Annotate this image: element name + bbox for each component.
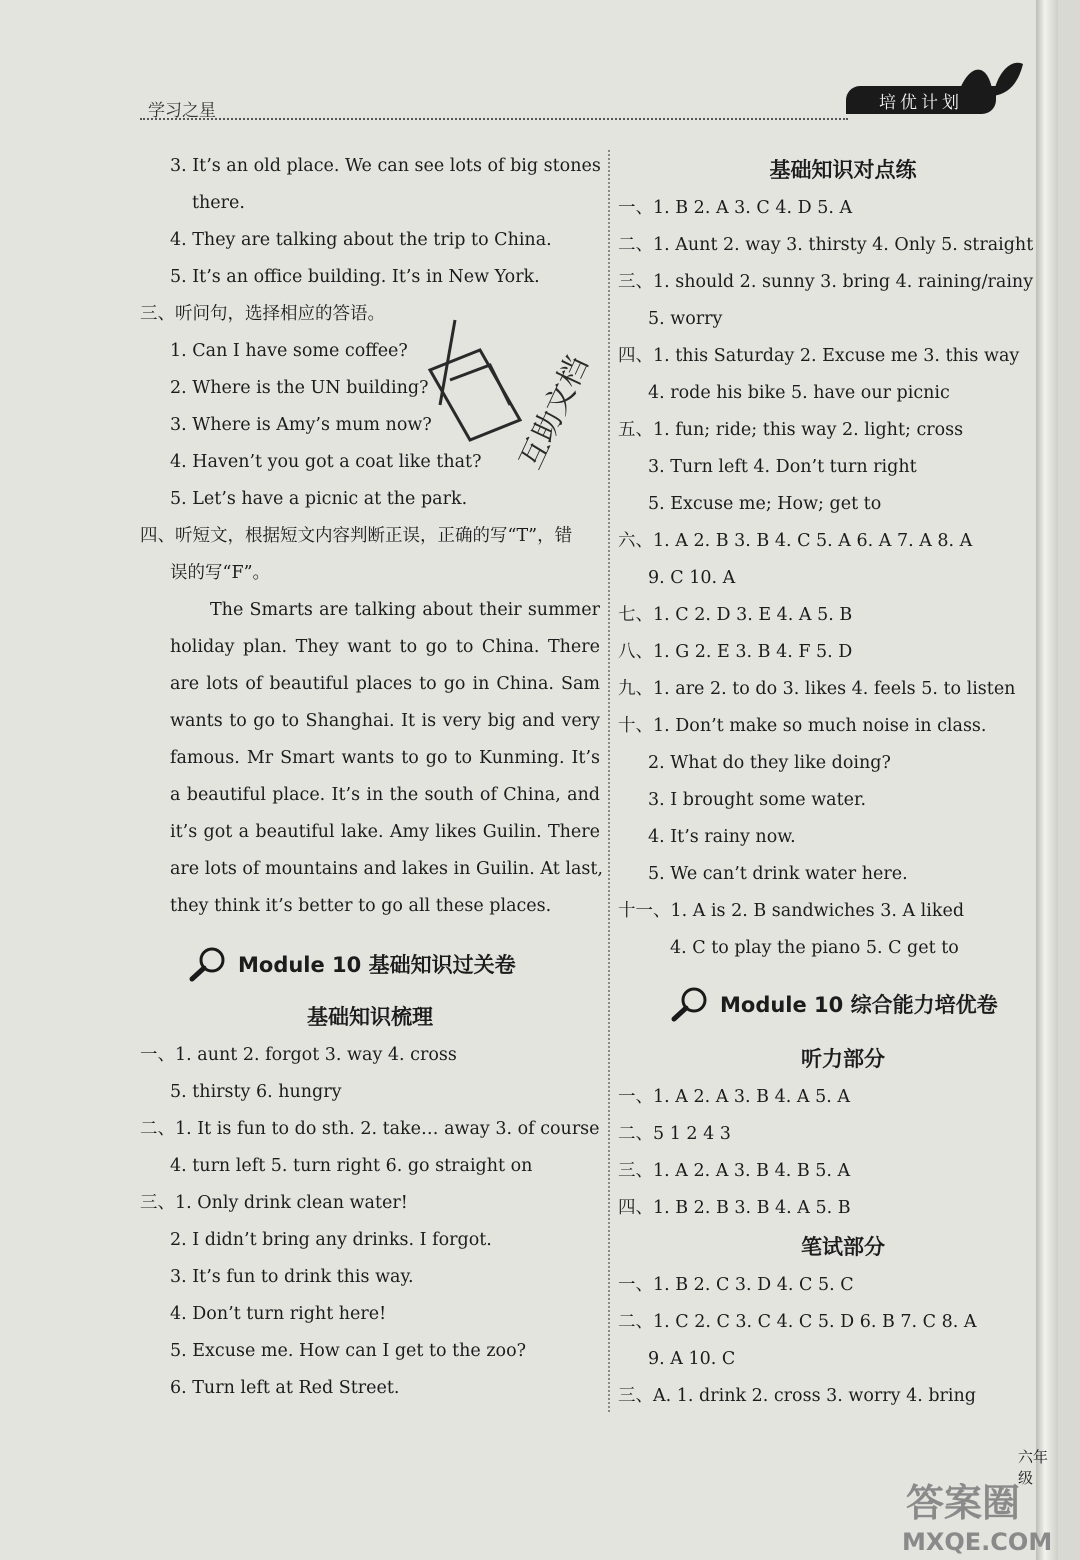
answer-line: 5. Excuse me. How can I get to the zoo? xyxy=(170,1341,527,1361)
question-item: 2. Where is the UN building? xyxy=(170,378,429,398)
header-brand-badge: 培优计划 xyxy=(846,86,996,114)
answer-line: 3. I brought some water. xyxy=(648,790,867,810)
question-item: 4. Haven’t you got a coat like that? xyxy=(170,452,482,472)
passage-line: are lots of beautiful places to go in China. Sam xyxy=(170,674,600,694)
answer-list xyxy=(618,190,1068,967)
answer-line: 5. Excuse me; How; get to xyxy=(648,494,882,514)
section-title: 三、听问句，选择相应的答语。 xyxy=(140,304,385,324)
answer-line: 九、1. are 2. to do 3. likes 4. feels 5. to listen xyxy=(618,679,1016,699)
answer-line: 4. C to play the piano 5. C get to xyxy=(670,938,959,958)
answer-line: 三、1. Only drink clean water! xyxy=(140,1193,408,1213)
right-column xyxy=(618,150,1068,1415)
answer-line: 一、1. aunt 2. forgot 3. way 4. cross xyxy=(140,1045,457,1065)
answer-line: 4. It’s rainy now. xyxy=(648,827,796,847)
answer-line: 3. It’s fun to drink this way. xyxy=(170,1267,414,1287)
stamp-text: 互助文档 xyxy=(513,350,596,475)
passage-line: wants to go to Shanghai. It is very big and very xyxy=(170,711,600,731)
passage-line: a beautiful place. It’s in the south of China, and xyxy=(170,785,600,805)
answer-list xyxy=(618,1267,1068,1415)
answer-line: 七、1. C 2. D 3. E 4. A 5. B xyxy=(618,605,853,625)
watermark-url: MXQE.COM xyxy=(902,1528,1053,1556)
answer-line: 十、1. Don’t make so much noise in class. xyxy=(618,716,987,736)
header-dotted-line xyxy=(140,118,848,120)
answer-line: 五、1. fun; ride; this way 2. light; cross xyxy=(618,420,964,440)
question-item: 1. Can I have some coffee? xyxy=(170,341,408,361)
section-subtitle: 基础知识梳理 xyxy=(307,1005,433,1029)
magnifier-icon xyxy=(188,946,228,982)
answer-line: 4. Don’t turn right here! xyxy=(170,1304,387,1324)
answer-line: 四、1. this Saturday 2. Excuse me 3. this way xyxy=(618,346,1020,366)
answer-line: 二、1. C 2. C 3. C 4. C 5. D 6. B 7. C 8. A xyxy=(618,1312,977,1332)
intro-line: 5. It’s an office building. It’s in New York. xyxy=(170,267,540,287)
answer-line: 二、1. Aunt 2. way 3. thirsty 4. Only 5. straight xyxy=(618,235,1034,255)
answer-line: 4. turn left 5. turn right 6. go straight on xyxy=(170,1156,533,1176)
listening-title: 听力部分 xyxy=(801,1047,885,1071)
intro-line: there. xyxy=(192,193,245,213)
passage-line: famous. Mr Smart wants to go to Kunming. It’s xyxy=(170,748,600,768)
question-item: 3. Where is Amy’s mum now? xyxy=(170,415,432,435)
answer-line: 三、1. should 2. sunny 3. bring 4. raining/rainy xyxy=(618,272,1034,292)
answer-line: 十一、1. A is 2. B sandwiches 3. A liked xyxy=(618,901,965,921)
passage-line: it’s got a beautiful lake. Amy likes Guilin. There xyxy=(170,822,600,842)
answer-line: 四、1. B 2. B 3. B 4. A 5. B xyxy=(618,1198,851,1218)
answer-line: 一、1. B 2. C 3. D 4. C 5. C xyxy=(618,1275,854,1295)
answer-line: 5. worry xyxy=(648,309,723,329)
answer-line: 4. rode his bike 5. have our picnic xyxy=(648,383,950,403)
answer-line: 三、A. 1. drink 2. cross 3. worry 4. bring xyxy=(618,1386,976,1406)
section-subtitle: 基础知识对点练 xyxy=(769,158,917,182)
answer-line: 八、1. G 2. E 3. B 4. F 5. D xyxy=(618,642,853,662)
answer-line: 2. What do they like doing? xyxy=(648,753,891,773)
answer-list xyxy=(140,1037,600,1407)
answer-line: 六、1. A 2. B 3. B 4. C 5. A 6. A 7. A 8. A xyxy=(618,531,973,551)
passage-line: they think it’s better to go all these places. xyxy=(170,896,552,916)
answer-line: 一、1. A 2. A 3. B 4. A 5. A xyxy=(618,1087,850,1107)
answer-line: 三、1. A 2. A 3. B 4. B 5. A xyxy=(618,1161,851,1181)
passage-line: are lots of mountains and lakes in Guilin. At last, xyxy=(170,859,603,879)
watermark-logo xyxy=(896,1470,1066,1560)
watermark-text: 答案圈 xyxy=(906,1481,1021,1525)
question-item: 5. Let’s have a picnic at the park. xyxy=(170,489,468,509)
answer-line: 一、1. B 2. A 3. C 4. D 5. A xyxy=(618,198,853,218)
answer-line: 9. A 10. C xyxy=(648,1349,736,1369)
intro-line: 3. It’s an old place. We can see lots of big stones xyxy=(170,156,601,176)
stamp-mark xyxy=(410,310,600,510)
writing-title: 笔试部分 xyxy=(801,1235,885,1259)
answer-line: 5. We can’t drink water here. xyxy=(648,864,908,884)
answer-line: 9. C 10. A xyxy=(648,568,736,588)
module-title: Module 10 综合能力培优卷 xyxy=(720,993,998,1017)
column-divider xyxy=(608,150,610,1412)
magnifier-icon xyxy=(670,986,710,1022)
answer-line: 6. Turn left at Red Street. xyxy=(170,1378,400,1398)
section-title-cont: 误的写“F”。 xyxy=(170,563,271,583)
answer-line: 3. Turn left 4. Don’t turn right xyxy=(648,457,917,477)
passage-line: holiday plan. They want to go to China. There xyxy=(170,637,600,657)
section-title: 四、听短文，根据短文内容判断正误，正确的写“T”，错 xyxy=(140,526,573,546)
header-series-title: 学习之星 xyxy=(148,101,216,121)
module-title: Module 10 基础知识过关卷 xyxy=(238,953,516,977)
grade-label: 六年级 xyxy=(1018,1448,1049,1487)
module-heading xyxy=(140,941,600,987)
intro-line: 4. They are talking about the trip to China. xyxy=(170,230,552,250)
module-heading xyxy=(618,981,1068,1027)
answer-line: 2. I didn’t bring any drinks. I forgot. xyxy=(170,1230,492,1250)
answer-line: 二、5 1 2 4 3 xyxy=(618,1124,731,1144)
passage-line: The Smarts are talking about their summer xyxy=(210,600,600,620)
answer-line: 5. thirsty 6. hungry xyxy=(170,1082,342,1102)
answer-line: 二、1. It is fun to do sth. 2. take… away 3. of course xyxy=(140,1119,600,1139)
